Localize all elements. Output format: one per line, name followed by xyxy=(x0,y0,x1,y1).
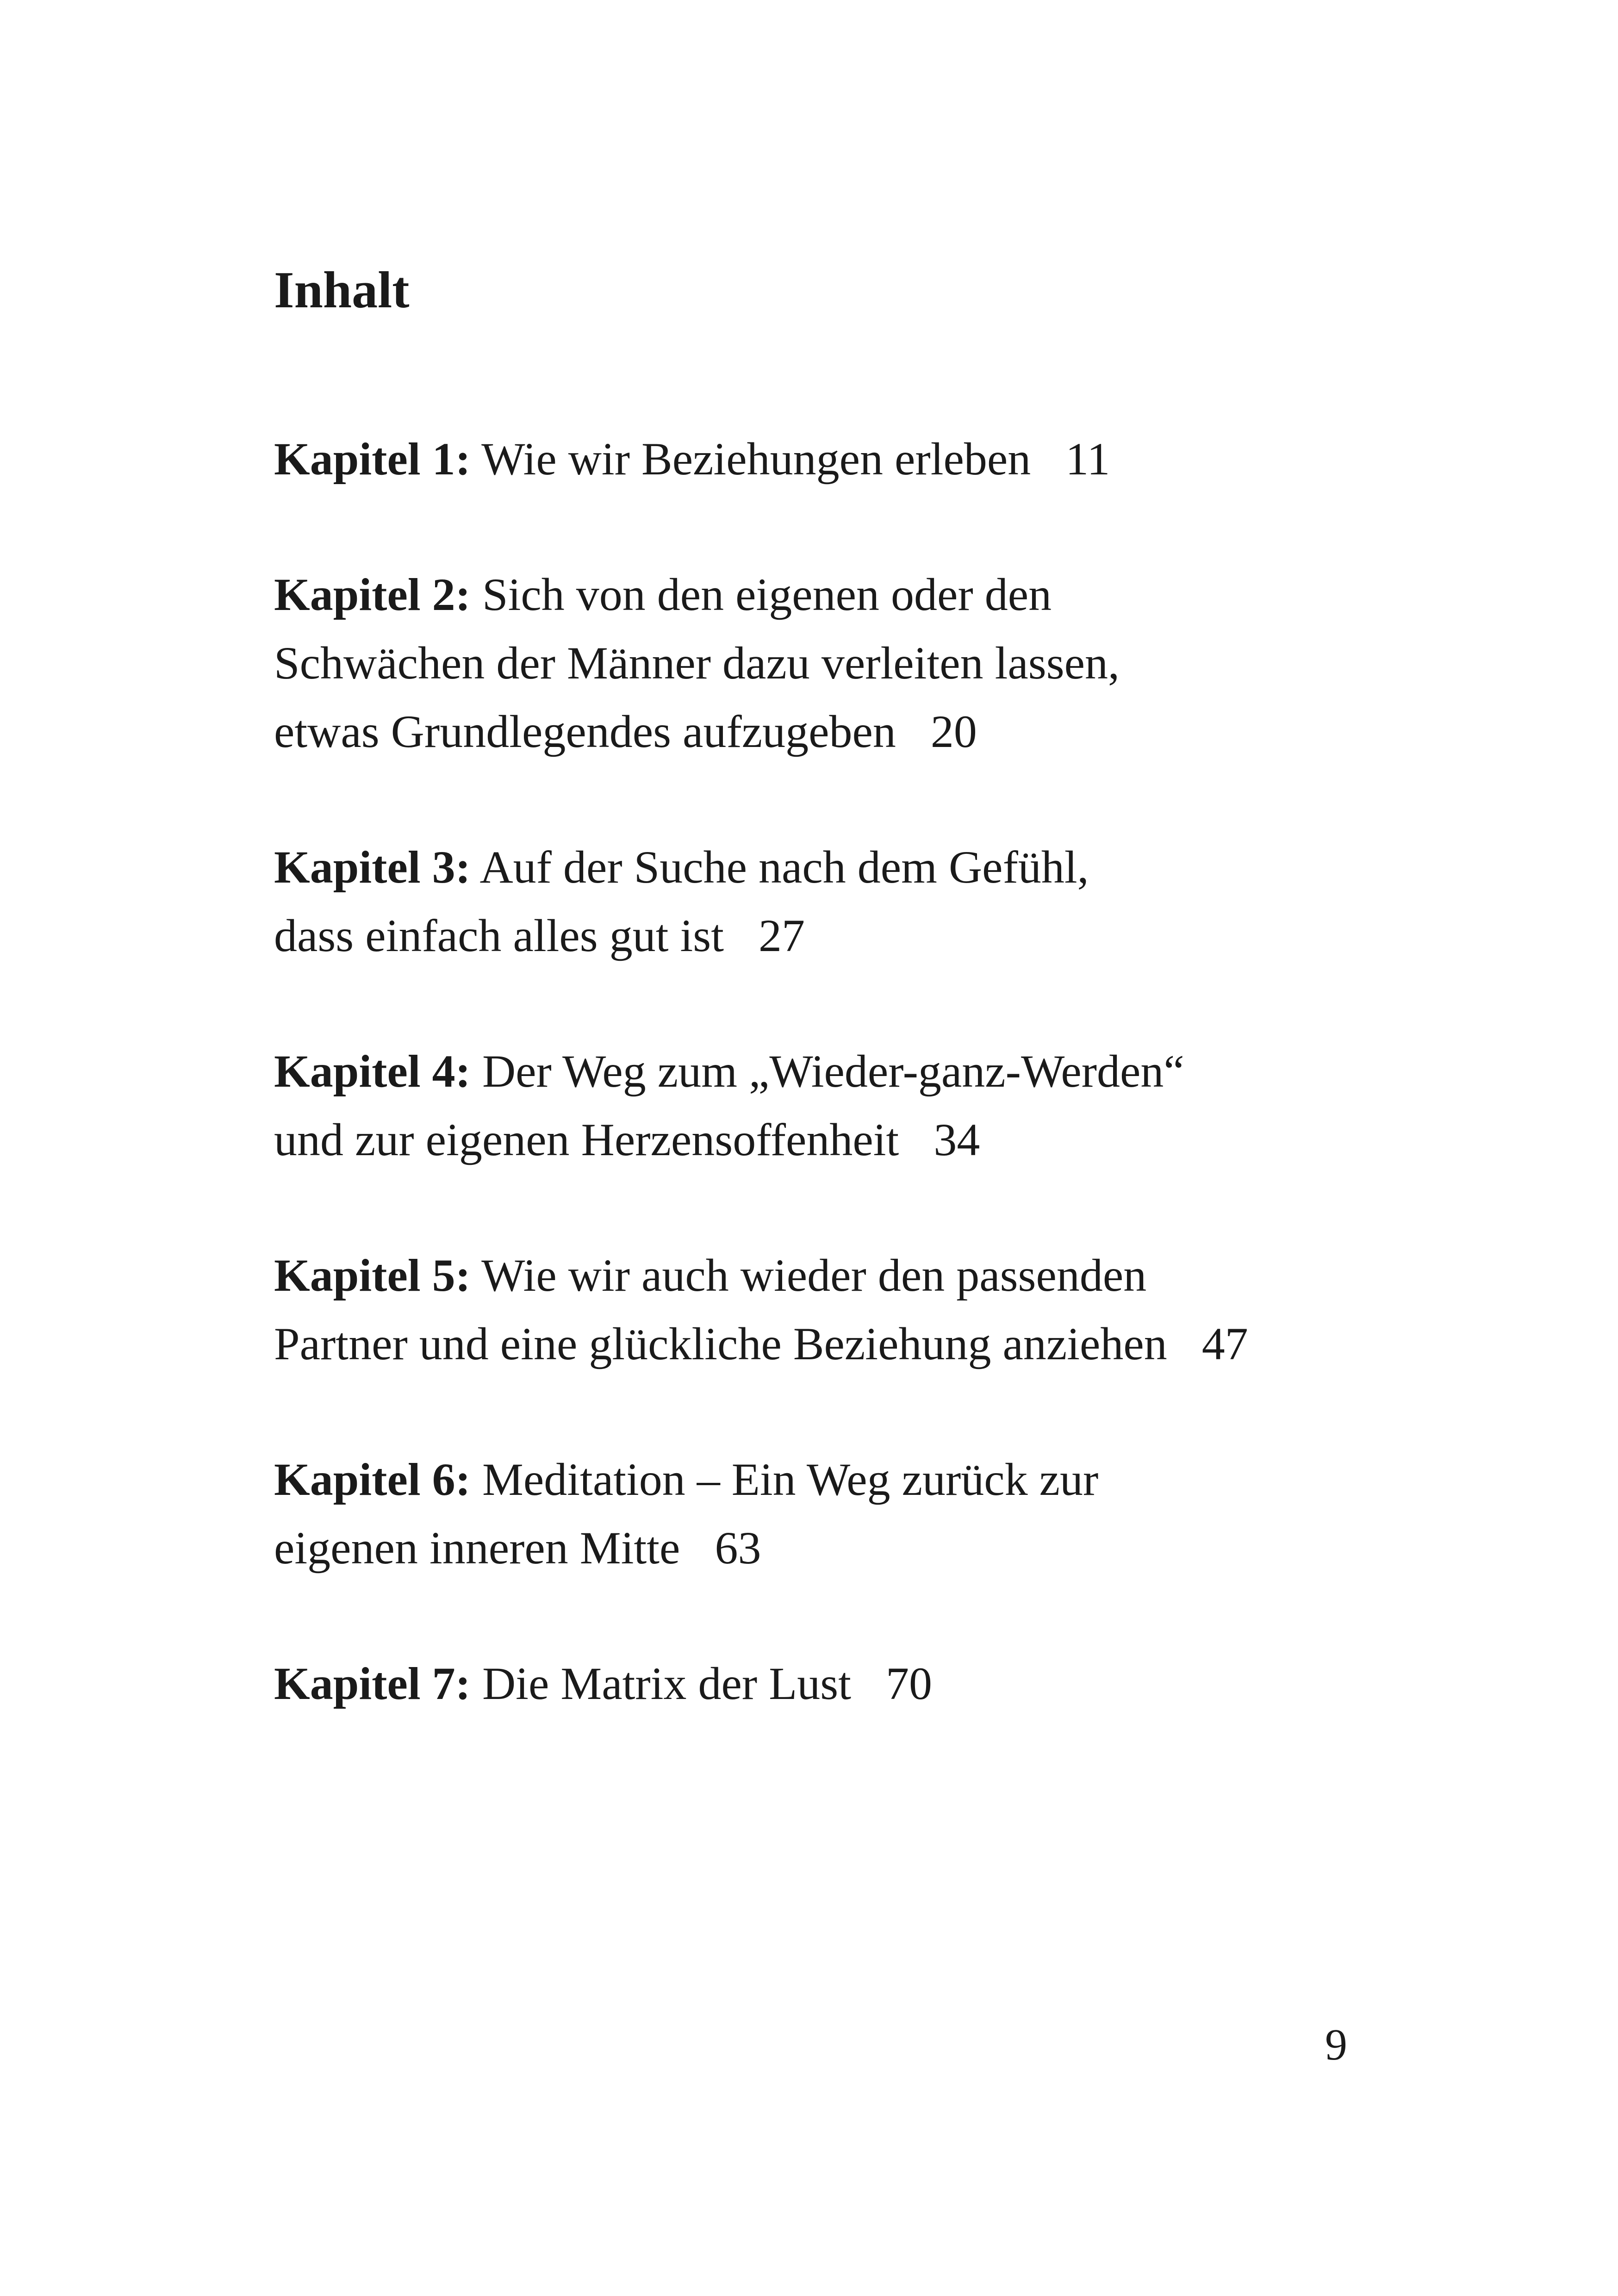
page-number: 20 xyxy=(930,706,977,757)
page-number: 11 xyxy=(1065,433,1110,485)
toc-line xyxy=(274,1037,1385,1106)
toc-entry-chapter-1 xyxy=(274,425,1385,493)
chapter-title: Wie wir auch wieder den passenden xyxy=(481,1250,1147,1301)
toc-entry-chapter-3 xyxy=(274,833,1385,970)
chapter-title: Die Matrix der Lust xyxy=(482,1658,851,1709)
page-number: 27 xyxy=(758,910,805,961)
chapter-label: Kapitel 5: xyxy=(274,1250,471,1301)
toc-line xyxy=(274,560,1385,629)
toc-line xyxy=(274,1241,1385,1310)
toc-entry-chapter-2 xyxy=(274,560,1385,766)
toc-line xyxy=(274,697,1385,766)
chapter-label: Kapitel 1: xyxy=(274,433,471,485)
page-number: 70 xyxy=(885,1658,932,1709)
toc-line xyxy=(274,1106,1385,1174)
toc-entry-chapter-4 xyxy=(274,1037,1385,1174)
toc-line xyxy=(274,425,1385,493)
page-title: Inhalt xyxy=(274,261,410,319)
page-number: 34 xyxy=(933,1114,980,1165)
toc-entry-chapter-5 xyxy=(274,1241,1385,1378)
folio-page-number: 9 xyxy=(1325,2020,1347,2069)
chapter-title-continued: eigenen inneren Mitte xyxy=(274,1522,680,1574)
chapter-title: Meditation – Ein Weg zurück zur xyxy=(482,1454,1099,1505)
chapter-title-continued: dass einfach alles gut ist xyxy=(274,910,724,961)
toc-entry-chapter-6 xyxy=(274,1445,1385,1582)
chapter-title: Sich von den eigenen oder den xyxy=(482,569,1052,620)
chapter-label: Kapitel 6: xyxy=(274,1454,471,1505)
chapter-title-continued: Schwächen der Männer dazu verleiten lassen, xyxy=(274,637,1120,689)
chapter-title-continued: Partner und eine glückliche Beziehung anziehen xyxy=(274,1318,1167,1369)
chapter-title: Wie wir Beziehungen erleben xyxy=(481,433,1031,485)
chapter-title: Auf der Suche nach dem Gefühl, xyxy=(479,841,1089,893)
page-number: 63 xyxy=(715,1522,761,1574)
chapter-title-continued: und zur eigenen Herzensoffenheit xyxy=(274,1114,899,1165)
chapter-label: Kapitel 4: xyxy=(274,1045,471,1097)
toc-line xyxy=(274,1649,1385,1718)
toc-line xyxy=(274,1310,1385,1378)
chapter-title: Der Weg zum „Wieder-ganz-Werden“ xyxy=(482,1045,1184,1097)
toc-line xyxy=(274,1445,1385,1514)
toc-line xyxy=(274,1514,1385,1582)
chapter-title-continued: etwas Grundlegendes aufzugeben xyxy=(274,706,896,757)
toc-line xyxy=(274,902,1385,970)
chapter-label: Kapitel 7: xyxy=(274,1658,471,1709)
chapter-label: Kapitel 3: xyxy=(274,841,471,893)
chapter-label: Kapitel 2: xyxy=(274,569,471,620)
page-number: 47 xyxy=(1201,1318,1248,1369)
table-of-contents xyxy=(274,425,1385,1785)
toc-entry-chapter-7 xyxy=(274,1649,1385,1718)
toc-line xyxy=(274,833,1385,902)
